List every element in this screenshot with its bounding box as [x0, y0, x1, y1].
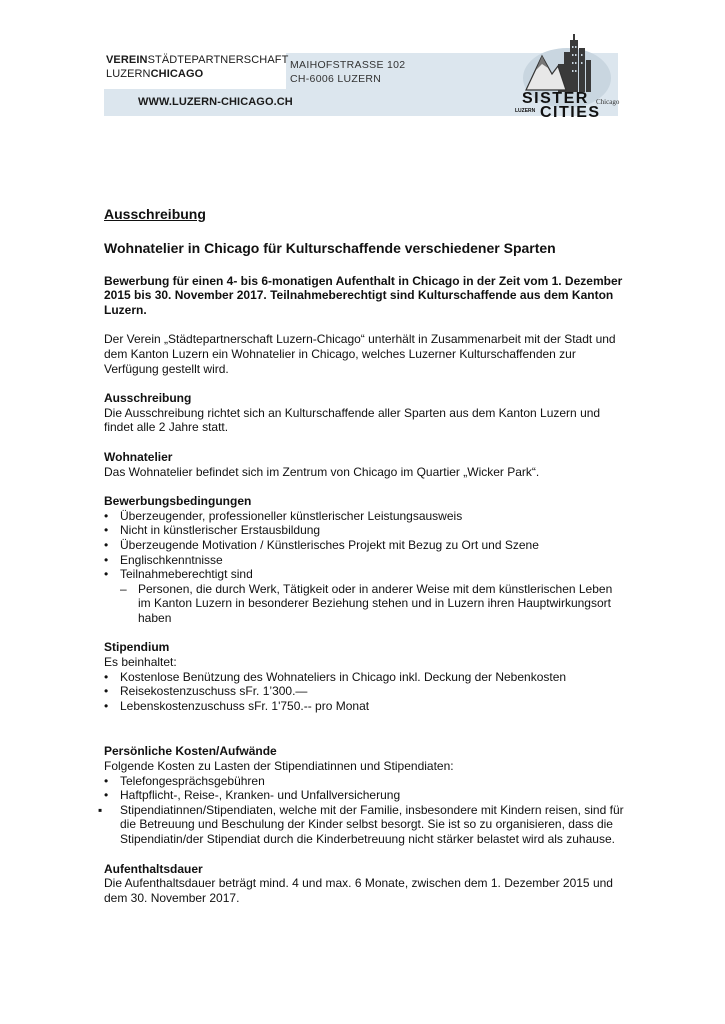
list-item — [104, 774, 624, 789]
list-item-text: Überzeugende Motivation / Künstlerisches Projekt mit Bezug zu Ort und Szene — [120, 537, 539, 552]
bullet-icon: • — [104, 684, 109, 699]
list-item-text: Nicht in künstlerischer Erstausbildung — [120, 523, 321, 538]
list-item-text: Telefongesprächsgebühren — [120, 773, 265, 788]
document-body — [98, 206, 624, 920]
section-persoenliche-kosten — [98, 744, 624, 846]
kosten-list — [98, 773, 624, 847]
list-item — [104, 788, 624, 803]
list-item — [104, 699, 624, 714]
letterhead-organisation — [106, 53, 288, 81]
section-text: Die Aufenthaltsdauer beträgt mind. 4 und max. 6 Monate, zwischen dem 1. Dezember 2015 und dem 30. November 2017. — [104, 876, 613, 905]
list-item — [104, 670, 624, 685]
bullet-icon: • — [104, 508, 109, 523]
org-line2-rest: LUZERN — [106, 68, 151, 80]
section-bewerbungsbedingungen — [104, 494, 624, 625]
document-title: Ausschreibung — [104, 206, 206, 222]
list-item — [104, 509, 624, 524]
bullet-icon: • — [104, 567, 109, 582]
intro-paragraph: Der Verein „Städtepartnerschaft Luzern-Chicago“ unterhält in Zusammenarbeit mit der Stadt und dem Kanton Luzern ein Wohnatelier in Chicago, welches Luzerner Kulturschaffenden zur Verfügung gestellt wird. — [104, 332, 616, 376]
org-line1-rest: STÄDTEPARTNERSCHAFT — [147, 54, 289, 66]
list-item-text: Lebenskostenzuschuss sFr. 1'750.-- pro Monat — [120, 698, 370, 713]
letterhead-address — [290, 58, 405, 86]
bullet-icon: • — [104, 788, 109, 803]
org-line1-bold: VEREIN — [106, 54, 148, 66]
logo-word-chicago: Chicago — [596, 98, 620, 106]
list-item-text: Englischkenntnisse — [120, 552, 223, 567]
section-aufenthaltsdauer — [104, 862, 624, 906]
sub-list-item — [120, 582, 624, 626]
bullet-icon: • — [104, 698, 109, 713]
section-heading: Bewerbungsbedingungen — [104, 494, 252, 509]
list-item-text: Reisekostenzuschuss sFr. 1’300.— — [120, 684, 308, 699]
dash-icon: – — [120, 581, 127, 596]
logo-word-cities: CITIES — [540, 104, 601, 121]
intro-bold-paragraph: Bewerbung für einen 4- bis 6-monatigen Aufenthalt in Chicago in der Zeit vom 1. Dezember 2015 bis 30. November 2017. Teilnahmeberechtigt sind Kulturschaffende aus dem Kanton Luzern. — [104, 273, 623, 317]
section-ausschreibung — [104, 391, 624, 435]
list-item-text: Teilnahmeberechtigt sind — [120, 567, 253, 582]
section-text: Folgende Kosten zu Lasten der Stipendiatinnen und Stipendiaten: — [104, 759, 454, 774]
list-item-text: Stipendiatinnen/Stipendiaten, welche mit der Familie, insbesondere mit Kindern reisen, sind für die Betreuung und Beschulung der Kinder selbst besorgt. Sie ist so zu organisieren, dass die Stipendiatin/der Stipendiat durch die Kinderbetreuung nicht stärker belastet wird als zuhause. — [120, 802, 624, 846]
address-line2: CH-6006 LUZERN — [290, 73, 382, 85]
section-heading: Stipendium — [104, 640, 170, 655]
document-subtitle: Wohnatelier in Chicago für Kulturschaffende verschiedener Sparten — [104, 239, 556, 256]
list-item — [104, 567, 624, 625]
list-item-text: Kostenlose Benützung des Wohnateliers in Chicago inkl. Deckung der Nebenkosten — [120, 669, 567, 684]
list-item — [104, 684, 624, 699]
list-item-text: Überzeugender, professioneller künstlerischer Leistungsausweis — [120, 508, 463, 523]
spacer — [104, 728, 624, 744]
stipendium-list — [104, 670, 624, 714]
section-heading: Wohnatelier — [104, 449, 173, 464]
logo-word-luzern: LUZERN — [515, 108, 536, 114]
section-heading: Ausschreibung — [104, 391, 192, 406]
bullet-icon: • — [104, 669, 109, 684]
address-line1: MAIHOFSTRASSE 102 — [290, 59, 406, 71]
conditions-list — [104, 509, 624, 626]
org-line2-bold: CHICAGO — [150, 68, 204, 80]
list-item — [104, 538, 624, 553]
section-text: Es beinhaltet: — [104, 655, 177, 670]
list-item — [98, 802, 624, 847]
section-wohnatelier — [104, 450, 624, 479]
section-text: Das Wohnatelier befindet sich im Zentrum von Chicago im Quartier „Wicker Park“. — [104, 464, 540, 479]
list-item — [104, 553, 624, 568]
bullet-icon: • — [104, 552, 109, 567]
letterhead-website: WWW.LUZERN-CHICAGO.CH — [138, 96, 293, 108]
bullet-icon: • — [104, 773, 109, 788]
section-text: Die Ausschreibung richtet sich an Kulturschaffende aller Sparten aus dem Kanton Luzern und findet alle 2 Jahre statt. — [104, 405, 601, 435]
bullet-icon: • — [104, 523, 109, 538]
logo-word-sister: SISTER — [522, 90, 589, 107]
list-item — [104, 523, 624, 538]
section-heading: Persönliche Kosten/Aufwände — [104, 744, 277, 759]
list-item-text: Haftpflicht-, Reise-, Kranken- und Unfallversicherung — [120, 788, 401, 803]
square-bullet-icon: ▪ — [98, 802, 103, 817]
bullet-icon: • — [104, 537, 109, 552]
sub-list-item-text: Personen, die durch Werk, Tätigkeit oder in anderer Weise mit dem künstlerischen Leben im Kanton Luzern in besonderer Beziehung stehen und in Luzern ihren Hauptwirkungsort haben — [138, 581, 613, 625]
section-heading: Aufenthaltsdauer — [104, 861, 203, 876]
sub-list — [120, 582, 624, 626]
section-stipendium — [104, 640, 624, 713]
